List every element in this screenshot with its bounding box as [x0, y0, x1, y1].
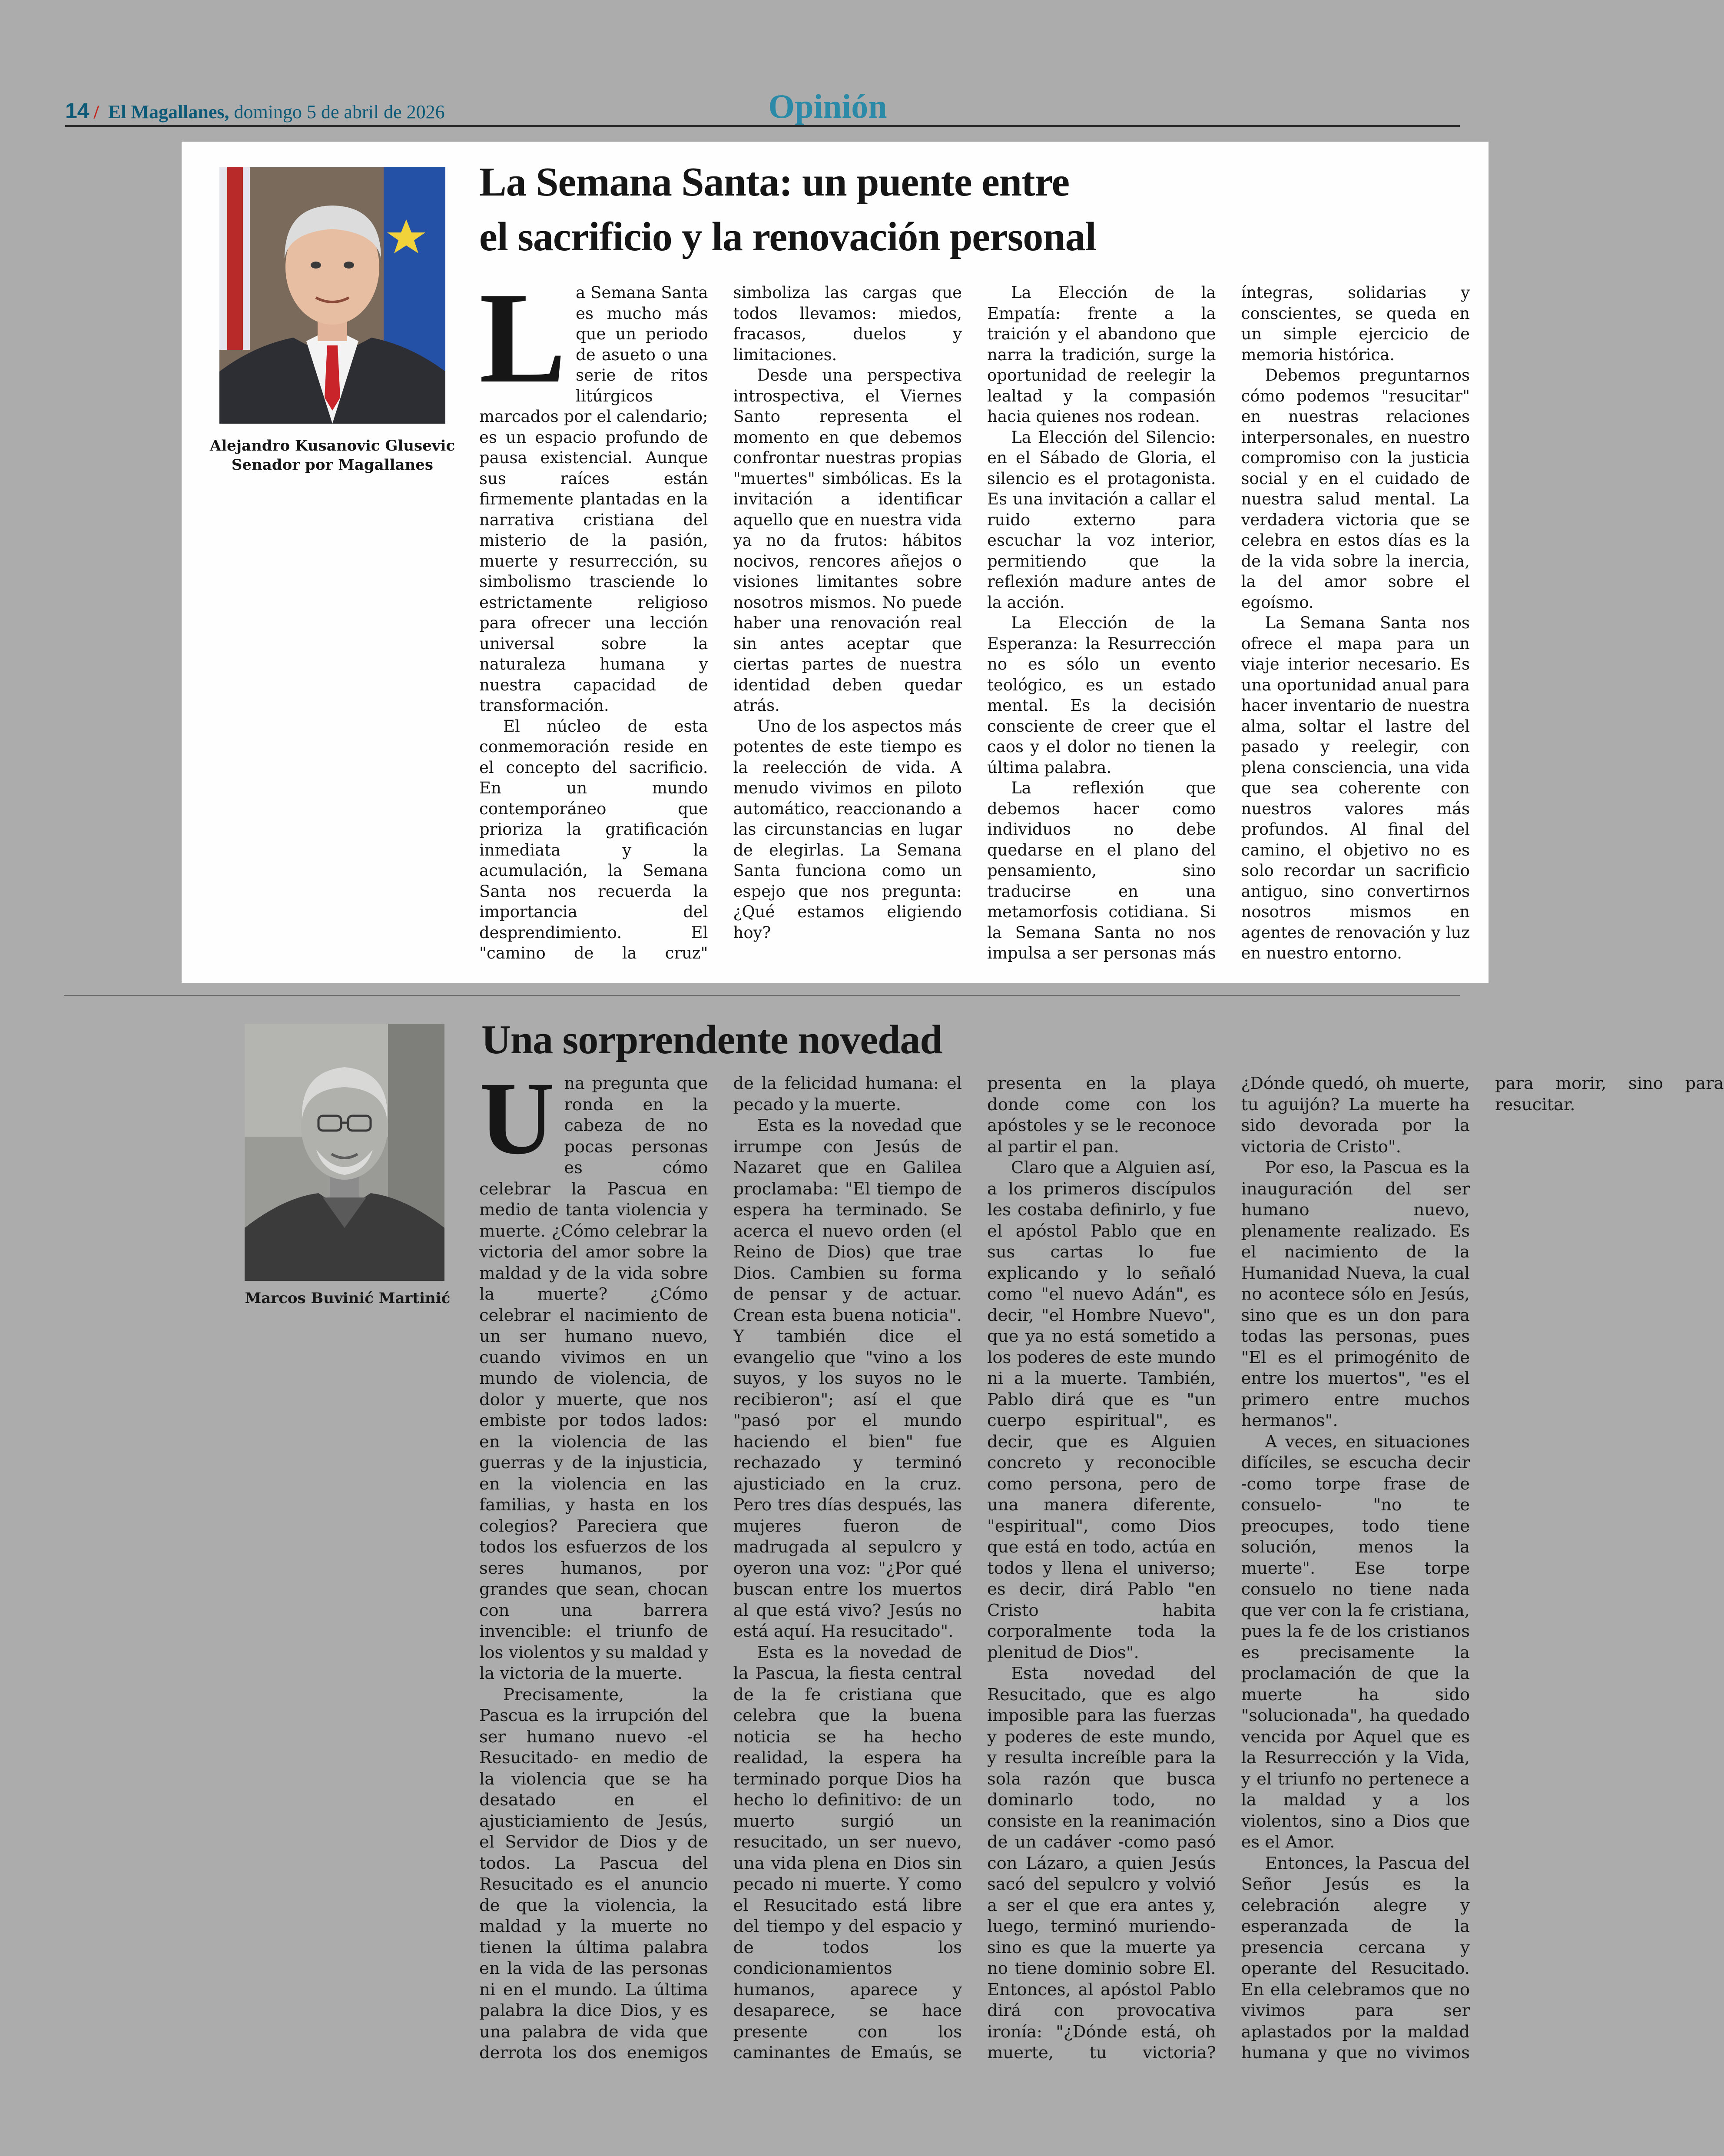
article-paragraph: Claro que a Alguien así, a los primeros discípulos les costaba definirlo, y fue el apóstol Pablo que en sus cartas lo fue explicando y lo señaló como "el nuevo Adán", es decir, "el Hombre Nuevo", que ya no está sometido a los poderes de este mundo ni a la muerte. También, Pablo dirá que es "un cuerpo espiritual", es decir, que es Alguien concreto y reconocible como persona, pero de una manera diferente, "espiritual", como Dios que está en todo, actúa en todos y llena el universo; es decir, dirá Pablo "en Cristo habita corporalmente toda la plenitud de Dios".: [987, 1158, 1216, 1662]
article-2-body: [479, 1060, 1724, 2073]
article-paragraph: Desde una perspectiva introspectiva, el Viernes Santo representa el momento en que debemos confrontar nuestras propias "muertes" simbólicas. Es la invitación a identificar aquello que en nuestra vida ya no da frutos: hábitos nocivos, rencores añejos o visiones limitantes sobre nosotros mismos. No puede haber una renovación real sin antes aceptar que ciertas partes de nuestra identidad deben quedar atrás.: [733, 366, 962, 715]
page-separator: /: [93, 101, 99, 123]
article-paragraph: Entonces, la Pascua del Señor Jesús es la celebración alegre y esperanzada de la presencia cercana y operante del Resucitado. En ella celebramos que no vivimos para ser aplastados por la maldad humana y que no vivimos para morir, sino para resucitar.: [1241, 1074, 1724, 2063]
article-paragraph: El núcleo de esta conmemoración reside en el concepto del sacrificio. En un mundo contemporáneo que prioriza la gratificación inmediata y la acumulación, la Semana Santa nos recuerda la importancia del desprendimiento. El "camino de la cruz" simboliza las cargas que todos llevamos: miedos, fracasos, duelos y limitaciones.: [479, 283, 962, 962]
article-divider: [64, 995, 1460, 996]
newspaper-name: El Magallanes,: [108, 101, 229, 123]
article-paragraph: La Semana Santa nos ofrece el mapa para un viaje interior necesario. Es una oportunidad anual para hacer inventario de nuestra alma, soltar el lastre del pasado y reelegir, con plena consciencia, una vida que sea coherente con nuestros valores más profundos. Al final del camino, el objetivo no es solo recordar un sacrificio antiguo, sino convertirnos nosotros mismos en agentes de renovación y luz en nuestro entorno.: [1241, 614, 1470, 962]
article-1-headline-line-1: La Semana Santa: un puente entre: [479, 159, 1070, 205]
article-1-headline-line-2: el sacrificio y la renovación personal: [479, 214, 1096, 259]
author-1-role: Senador por Magallanes: [231, 456, 434, 474]
author-1-caption: [191, 436, 474, 474]
page-number: 14: [65, 99, 90, 123]
header-rule: [65, 125, 1460, 127]
page-header: [65, 87, 1460, 127]
article-paragraph: La Semana Santa es mucho más que un periodo de asueto o una serie de ritos litúrgicos marcados por el calendario; es un espacio profundo de pausa existencial. Aunque sus raíces están firmemente plantadas en la narrativa cristiana del misterio de la pasión, muerte y resurrección, su simbolismo trasciende lo estrictamente religioso para ofrecer una lección universal sobre la naturaleza humana y nuestra capacidad de transformación.: [479, 265, 708, 715]
article-paragraph: Esta es la novedad que irrumpe con Jesús de Nazaret que en Galilea proclamaba: "El tiempo de espera ha terminado. Se acerca el nuevo orden (el Reino de Dios) que trae Dios. Cambien su forma de pensar y de actuar. Crean esta buena noticia". Y también dice el evangelio que "vino a los suyos, y los suyos no le recibieron"; así el que "pasó por el mundo haciendo el bien" fue rechazado y terminó ajusticiado en la cruz. Pero tres días después, las mujeres fueron de madrugada al sepulcro y oyeron una voz: "¿Por qué buscan entre los muertos al que está vivo? Jesús no está aquí. Ha resucitado".: [733, 1116, 962, 1641]
article-1-body: [479, 265, 1470, 978]
article-paragraph: Esta es la novedad de la Pascua, la fiesta central de la fe cristiana que celebra que la buena noticia se ha hecho realidad, la espera ha terminado porque Dios ha hecho lo definitivo: de un muerto surgió un resucitado, un ser nuevo, una vida plena en Dios sin pecado ni muerte. Y como el Resucitado está libre del tiempo y del espacio y de todos los condicionamientos humanos, aparece y desaparece, se hace presente con los caminantes de Emaús, se presenta en la playa donde come con los apóstoles y se le reconoce al partir el pan.: [733, 1074, 1216, 2063]
page-meta: [65, 98, 445, 123]
article-paragraph: Esta novedad del Resucitado, que es algo imposible para las fuerzas y poderes de este mundo, y resulta increíble para la sola razón que busca dominarlo todo, no consiste en la reanimación de un cadáver -como pasó con Lázaro, a quien Jesús sacó del sepulcro y volvió a ser el que era antes y, luego, terminó muriendo- sino es que la muerte ya no tiene dominio sobre El. Entonces, al apóstol Pablo dirá con provocativa ironía: "¿Dónde está, oh muerte, tu victoria? ¿Dónde quedó, oh muerte, tu aguijón? La muerte ha sido devorada por la victoria de Cristo".: [987, 1074, 1470, 2063]
author-2-photo: [245, 1024, 444, 1281]
article-paragraph: La Elección del Silencio: en el Sábado de Gloria, el silencio es el protagonista. Es una invitación a callar el ruido externo para escuchar la voz interior, permitiendo que la reflexión madure antes de la acción.: [987, 428, 1216, 612]
article-paragraph: Debemos preguntarnos cómo podemos "resucitar" en nuestras relaciones interpersonales, en nuestro compromiso con la justicia social y en el cuidado de nuestra salud mental. La verdadera victoria que se celebra en estos días es la de la vida sobre la inercia, la del amor sobre el egoísmo.: [1241, 366, 1470, 612]
article-paragraph: La Elección de la Esperanza: la Resurrección no es sólo un evento teológico, es un estado mental. Es la decisión consciente de creer que el caos y el dolor no tienen la última palabra.: [987, 614, 1216, 777]
article-paragraph: Por eso, la Pascua es la inauguración del ser humano nuevo, plenamente realizado. Es el nacimiento de la Humanidad Nueva, la cual no acontece sólo en Jesús, sino que es un don para todas las personas, pues "El es el primogénito de entre los muertos", "es el primero entre muchos hermanos".: [1241, 1158, 1470, 1430]
article-paragraph: Una pregunta que ronda en la cabeza de no pocas personas es cómo celebrar la Pascua en medio de tanta violencia y muerte. ¿Cómo celebrar la victoria del amor sobre la maldad y de la vida sobre la muerte? ¿Cómo celebrar el nacimiento de un ser humano nuevo, cuando vivimos en un mundo de violencia, de dolor y muerte, que nos embiste por todos lados: en la violencia de las guerras y de la injusticia, en la violencia en las familias, y hasta en los colegios? Pareciera que todos los esfuerzos de los seres humanos, por grandes que sean, chocan con una barrera invencible: el triunfo de los violentos y su maldad y la victoria de la muerte.: [479, 1060, 708, 1683]
section-title: Opinión: [768, 87, 887, 125]
author-2-name: Marcos Buvinić Martinić: [245, 1290, 451, 1307]
author-portrait-icon: [219, 167, 445, 424]
article-paragraph: Precisamente, la Pascua es la irrupción del ser humano nuevo -el Resucitado- en medio de la violencia que se ha desatado en el ajusticiamiento de Jesús, el Servidor de Dios y de todos. La Pascua del Resucitado es el anuncio de que la violencia, la maldad y la muerte no tienen la última palabra en la vida de las personas ni en el mundo. La última palabra la dice Dios, y es una palabra de vida que derrota los dos enemigos de la felicidad humana: el pecado y la muerte.: [479, 1074, 962, 2063]
article-paragraph: La Elección de la Empatía: frente a la traición y el abandono que narra la tradición, surge la oportunidad de reelegir la lealtad y la compasión hacia quienes nos rodean.: [987, 283, 1216, 426]
article-1-drop-cap: L: [479, 265, 567, 410]
author-2-caption: [226, 1289, 469, 1308]
article-2-headline: Una sorprendente novedad: [481, 1017, 942, 1062]
author-1-photo: [219, 167, 445, 424]
publication-date: domingo 5 de abril de 2026: [234, 101, 445, 123]
article-paragraph: Uno de los aspectos más potentes de este tiempo es la reelección de vida. A menudo vivimos en piloto automático, reaccionando a las circunstancias en lugar de elegirlas. La Semana Santa funciona como un espejo que nos pregunta: ¿Qué estamos eligiendo hoy?: [733, 716, 962, 942]
author-1-name: Alejandro Kusanovic Glusevic: [209, 437, 455, 454]
author-portrait-icon: [245, 1024, 444, 1281]
article-2-drop-cap: U: [479, 1060, 555, 1176]
article-paragraph: A veces, en situaciones difíciles, se escucha decir -como torpe frase de consuelo- "no te preocupes, todo tiene solución, menos la muerte". Ese torpe consuelo no tiene nada que ver con la fe cristiana, pues la fe de los cristianos es precisamente la proclamación de que la muerte ha sido "solucionada", ha quedado vencida por Aquel que es la Resurrección y la Vida, y el triunfo no pertenece a la maldad y a los violentos, sino a Dios que es el Amor.: [1241, 1432, 1470, 1852]
article-paragraph: La reflexión que debemos hacer como individuos no debe quedarse en el plano del pensamiento, sino traducirse en una metamorfosis cotidiana. Si la Semana Santa no nos impulsa a ser personas más íntegras, solidarias y conscientes, se queda en un simple ejercicio de memoria histórica.: [987, 283, 1470, 962]
article-1-headline: [479, 155, 1470, 264]
